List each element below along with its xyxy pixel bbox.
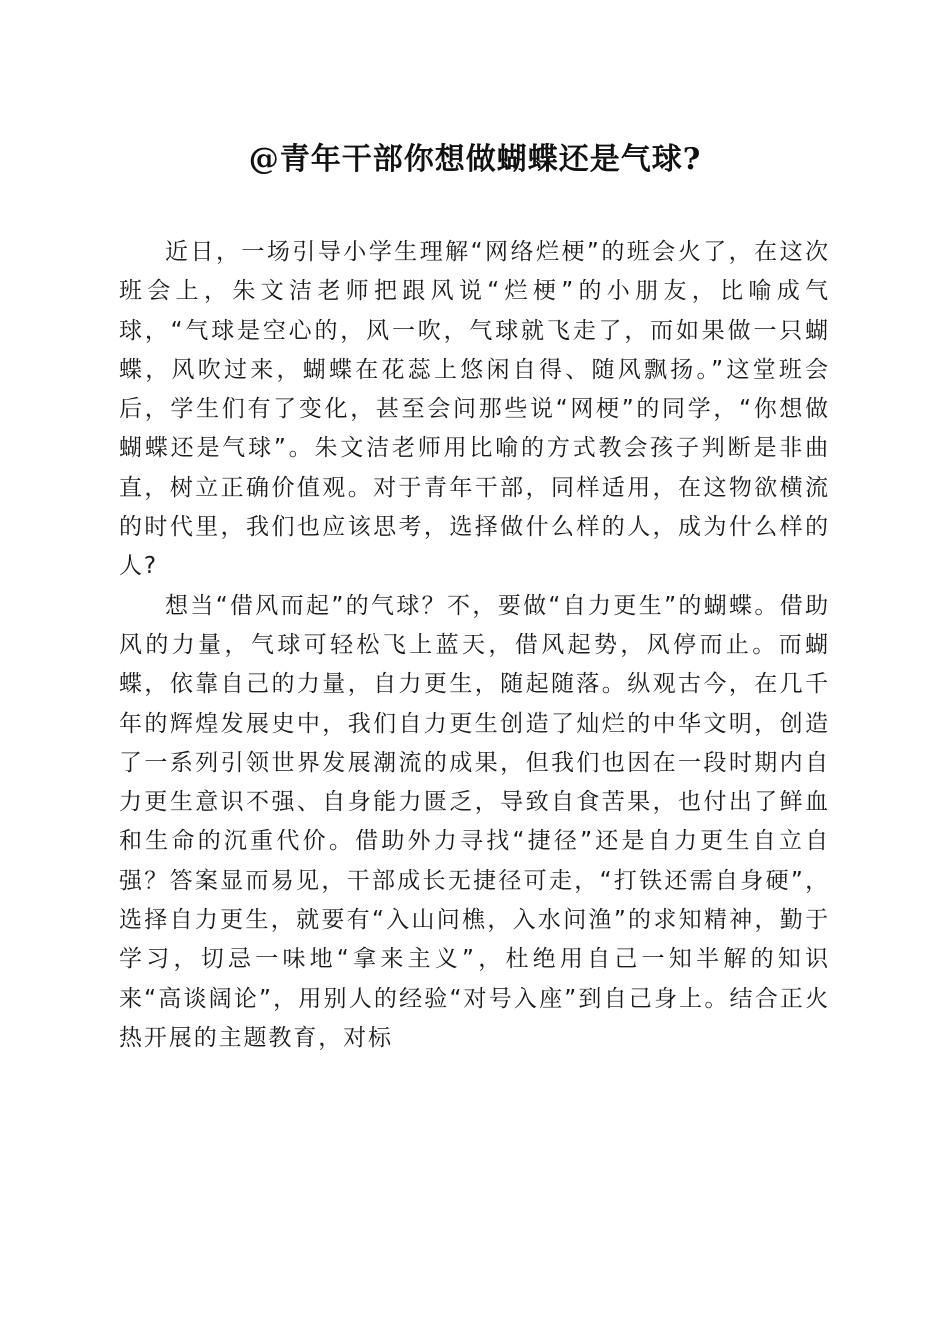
page-title: @青年干部你想做蝴蝶还是气球?	[248, 142, 702, 177]
paragraph-1: 近日，一场引导小学生理解“网络烂梗”的班会火了，在这次班会上，朱文洁老师把跟风说“烂梗”的小朋友，比喻成气球，“气球是空心的，风一吹，气球就飞走了，而如果做一只蝴蝶，风吹过来，蝴蝶在花蕊上悠闲自得、随风飘扬。”这堂班会后，学生们有了变化，甚至会问那些说“网梗”的同学，“你想做蝴蝶还是气球”。朱文洁老师用比喻的方式教会孩子判断是非曲直，树立正确价值观。对于青年干部，同样适用，在这物欲横流的时代里，我们也应该思考，选择做什么样的人，成为什么样的人?	[119, 239, 830, 580]
article-body	[119, 233, 830, 1058]
paragraph-2: 想当“借风而起”的气球？不，要做“自力更生”的蝴蝶。借助风的力量，气球可轻松飞上蓝天，借风起势，风停而止。而蝴蝶，依靠自己的力量，自力更生，随起随落。纵观古今，在几千年的辉煌发展史中，我们自力更生创造了灿烂的中华文明，创造了一系列引领世界发展潮流的成果，但我们也因在一段时期内自力更生意识不强、自身能力匮乏，导致自食苦果，也付出了鲜血和生命的沉重代价。借助外力寻找“捷径”还是自力更生自立自强？答案显而易见，干部成长无捷径可走，“打铁还需自身硬”，选择自力更生，就要有“入山问樵，入水问渔”的求知精神，勤于学习，切忌一味地“拿来主义”，杜绝用自己一知半解的知识来“高谈阔论”，用别人的经验“对号入座”到自己身上。结合正火热开展的主题教育，对标	[119, 592, 830, 1051]
